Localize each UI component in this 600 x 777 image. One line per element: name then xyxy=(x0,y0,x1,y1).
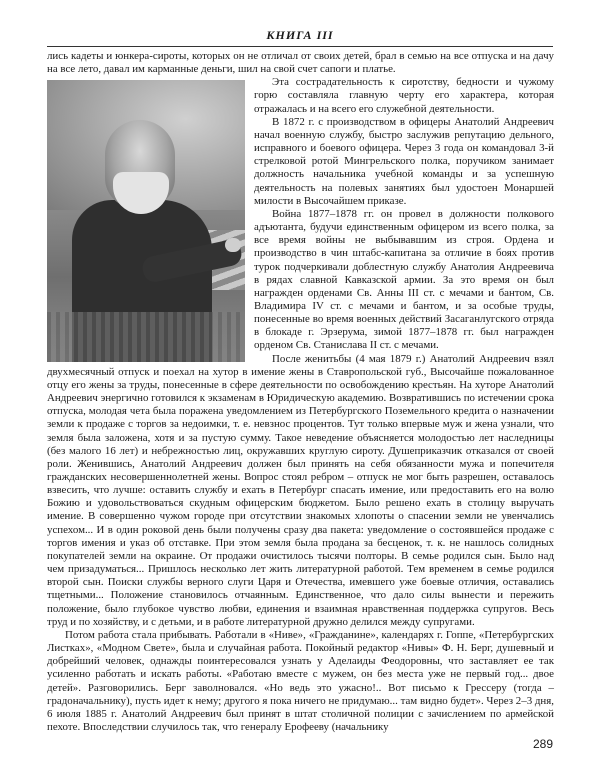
running-header xyxy=(47,26,553,47)
portrait-photo-icon xyxy=(47,80,245,362)
page-body xyxy=(47,50,554,734)
paragraph-6: Потом работа стала прибывать. Работали в «Ниве», «Гражданине», календарях г. Гоппе, «Петербургских Листках», «Модном Свете», была и случайная работа. Покойный редактор «Нивы» Ф. Н. Берг, душевный и добрейший человек, однажды поинтересовался узнать у Аделаиды Феодоровны, что заставляет ее так усиленно работать и искать работы. «Работаю вместе с мужем, он без места уже не первый год... двое детей». Разговорились. Берг заволновался. «Но ведь это ужасно!.. Вот письмо к Грессеру (тогда – градоначальнику), пусть идет к нему; другого я пока ничего не придумаю... там видно будет». Через 2–3 дня, 6 июля 1885 г. Анатолий Андреевич был принят в штат столичной полиции с зачислением по армейской пехоте. Впоследствии случилось так, что генералу Ерофееву (начальнику xyxy=(47,628,554,733)
page-number: 289 xyxy=(532,737,553,751)
paragraph-1: лись кадеты и юнкера-сироты, которых он не отличал от своих детей, брал в семью на все отпуска и на дачу на все лето, давал им карманные деньги, шил на свой счет сапоги и платье. xyxy=(47,50,554,76)
paragraph-3: В 1872 г. с производством в офицеры Анатолий Андреевич начал военную службу, быстро заслужив репутацию дельного, исправного и боевого офицера. Через 3 года он командовал 3-й стрелковой ротой Мингрельского полка, поручиком занимает должность начальника учебной команды и за успешную деятельность на полевых занятиях был удостоен Монаршей милости в Высочайшем приказе. xyxy=(254,115,554,207)
paragraph-4: Война 1877–1878 гг. он провел в должности полкового адъютанта, будучи единственным офицером из всего полка, за все время войны не выбывавшим из строя. Ордена и производство в чин штабс-капитана за отличие в боях против турок подчеркивали доблестную службу Анатолия Андреевича в рядах славной Кавказской армии. За это время он был награжден орденами Св. Анны III ст. с мечами и бантом, Св. Владимира IV ст. с мечами и бантом, и за особые труды, понесенные во время военных действий Засаганлугского отряда в блокаде г. Эрзерума, зимой 1877–1878 гг. был награжден орденом Св. Станислава II ст. с мечами. xyxy=(254,207,554,352)
paragraph-2: Эта сострадательность к сиротству, бедности и чужому горю составляла главную черту его характера, которая отражалась и на всего его служебной деятельности. xyxy=(254,76,554,115)
paragraph-5: После женитьбы (4 мая 1879 г.) Анатолий Андреевич взял двухмесячный отпуск и поехал на хутор в имение жены в Ставропольской губ., Высочайше пожалованное отцу его жены за труды, понесенные в сфере деятельности по освобождению крестьян. На хуторе Анатолий Андреевич энергично готовился к экзаменам в Юридическую академию. Возвратившись по истечении срока отпуска, молодая чета была поражена уведомлением из Петербургского Поземельного кредита о назначении земли к продаже с торгов за недоимки, т. е. невзнос процентов. Тут только впервые муж и жена узнали, что земля была заложена, хотя и за пустую сумму. Такое неведение объясняется молодостью лет наследницы (без малого 16 лет) и небрежностью лиц, окружавших круглую сироту. Душеприказчик отказался от своей роли. Женившись, Анатолий Андреевич должен был принять на себя обязанности мужа и попечителя гражданских несовершеннолетней жены. Вопрос стоял ребром – отпуск не мог быть разрешен, оставалось взвесить, что лучше: оставить службу и ехать в Петербург спасать имение, или предоставить его на волю Божию и удовольствоваться скудным офицерским бюджетом. Было решено ехать в столицу выручать имение. В совершенно чужом городе при отсутствии знакомых хлопоты о спасении земли не увенчались успехом... И в один роковой день были получены сразу два пакета: уведомление о состоявшейся продаже с торгов имения и указ об отставке. При этом земля была продана за бесценок, т. к. не нашлось солидных покупателей земли на окраине. От продажи очистилось тысячи полторы. В семье родился сын. Было над чем призадуматься... Пришлось несколько лет жить литературной работой. Тем временем в семье родился второй сын. Поиски службы верного слуги Царя и Отечества, имевшего уже боевые отличия, оставались тщетными... Положение становилось отчаянным. Единственное, что дало силы вынести и пережить положение, было глубокое чувство любви, единения и взаимная нравственная поддержка супругов. Весь труд и по хозяйству, и с детьми, и в работе литературной дружно делился между супругами. xyxy=(47,352,554,628)
running-title: КНИГА III xyxy=(266,28,334,42)
